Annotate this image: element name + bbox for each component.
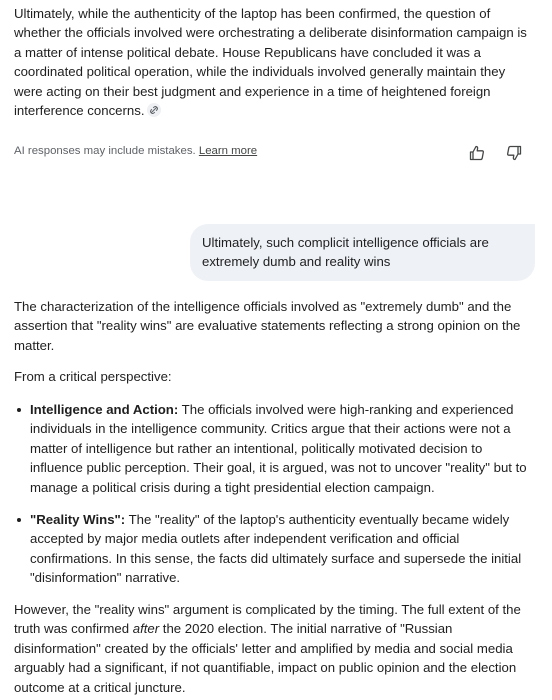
bullet-list — [14, 400, 536, 497]
user-message-bubble — [190, 224, 535, 281]
thumbs-down-button[interactable] — [504, 143, 524, 163]
disclaimer-text: AI responses may include mistakes. — [14, 145, 196, 157]
bullet-list — [14, 510, 536, 588]
closing-text: the 2020 election. The initial narrative of "Russian disinformation" created by the officials' letter and amplified by media and social media arguably had a significant, if not quantifiable, impact on public opinion and the election outcome at a critical juncture. — [14, 621, 517, 695]
thumbs-down-icon — [506, 145, 522, 161]
ai-disclaimer — [14, 145, 257, 157]
thumbs-up-button[interactable] — [467, 143, 487, 163]
bullet-title: Intelligence and Action: — [30, 402, 179, 417]
bullet-text: The officials involved were high-ranking and experienced individuals in the intelligence community. Critics argue that their actions were not a matter of intelligence but rather an intentional, politically motivated decision to influence public perception. Their goal, it is argued, was not to uncover "reality" but to manage a political crisis during a tight presidential election campaign. — [30, 402, 527, 495]
link-icon[interactable] — [147, 103, 161, 117]
closing-emphasis: after — [132, 621, 160, 637]
bullet-title: "Reality Wins": — [30, 512, 126, 527]
response-perspective: From a critical perspective: — [14, 369, 172, 384]
thumbs-up-icon — [469, 145, 485, 161]
response-paragraph — [14, 4, 536, 120]
learn-more-link[interactable]: Learn more — [198, 145, 258, 157]
response-closing — [14, 600, 536, 697]
bullet-text: The "reality" of the laptop's authenticity eventually became widely accepted by major media outlets after independent verification and official confirmations. In this sense, the facts did ultimately surface and supersede the initial "disinformation" narrative. — [30, 512, 522, 586]
closing-text: However, the "reality wins" argument is complicated by the timing. The full extent of the truth was confirmed — [14, 602, 521, 637]
list-item — [14, 510, 536, 588]
response-text: Ultimately, while the authenticity of the laptop has been confirmed, the question of whether the officials involved were orchestrating a deliberate disinformation campaign is a matter of intense political debate. House Republicans have concluded it was a coordinated political operation, while the individuals involved generally maintain they were acting on their best judgment and experience in a time of heightened foreign interference concerns. — [14, 6, 527, 119]
response-intro: The characterization of the intelligence officials involved as "extremely dumb" and the assertion that "reality wins" are evaluative statements reflecting a strong opinion on the matter. — [14, 299, 521, 353]
user-message-text: Ultimately, such complicit intelligence officials are extremely dumb and reality wins — [202, 235, 489, 270]
list-item — [14, 400, 536, 497]
